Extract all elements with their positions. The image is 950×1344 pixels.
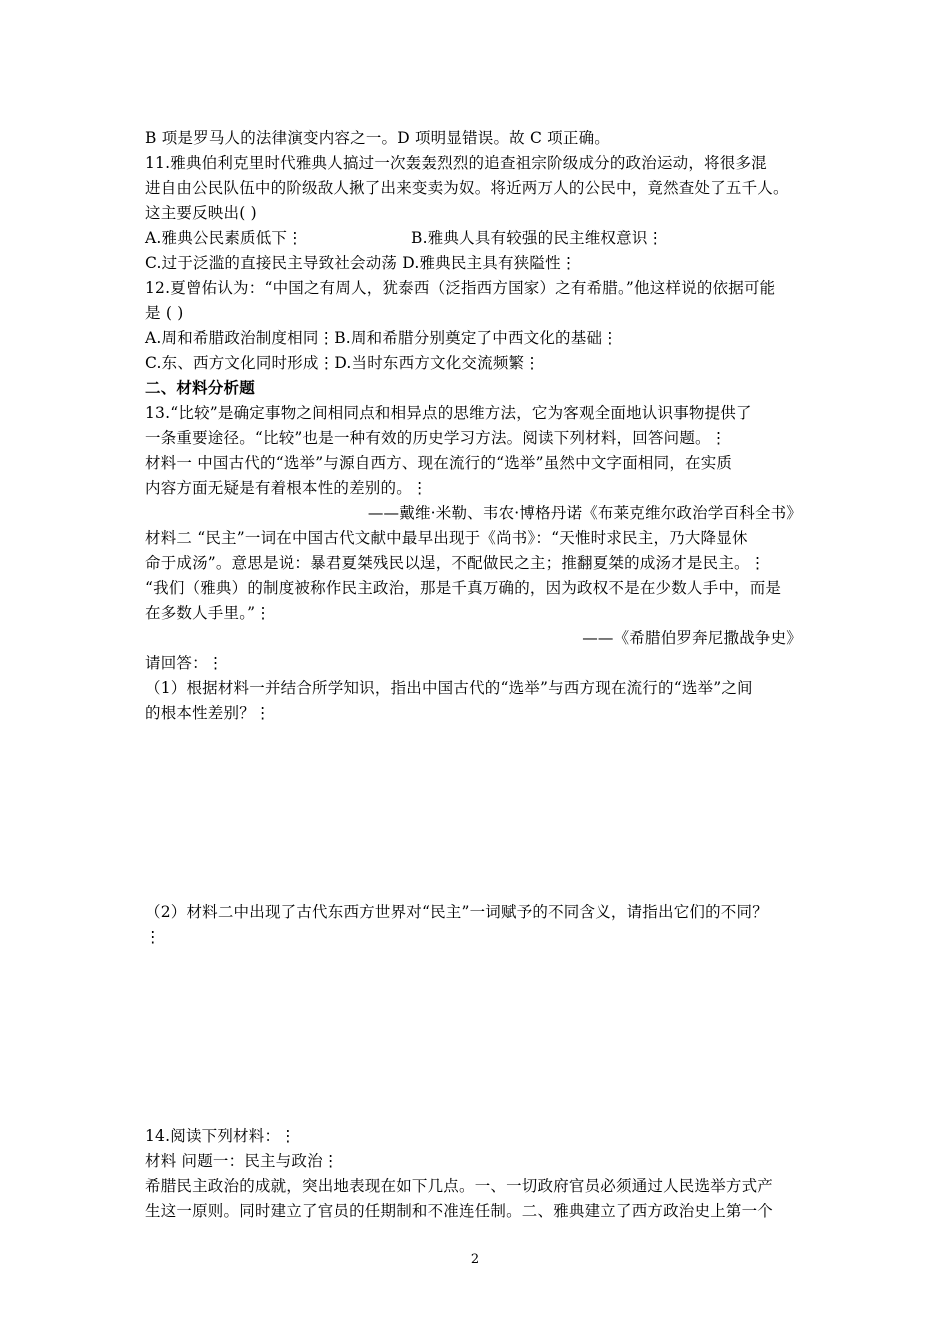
question-12-line-2: 是 ( ) bbox=[145, 304, 184, 322]
material-1-source: ——戴维·米勒、韦农·博格丹诺《布莱克维尔政治学百科全书》 bbox=[367, 504, 802, 522]
options-c-d: C.过于泛滥的直接民主导致社会动荡 D.雅典民主具有狭隘性⋮ bbox=[145, 254, 577, 272]
sub-question-2-line-1: （2）材料二中出现了古代东西方世界对“民主”一词赋予的不同含义，请指出它们的不同？ bbox=[145, 903, 768, 921]
question-14-material-title: 材料 问题一：民主与政治⋮ bbox=[145, 1152, 339, 1170]
question-14-line-1: 14.阅读下列材料：⋮ bbox=[145, 1127, 296, 1145]
material-2-source: ——《希腊伯罗奔尼撒战争史》 bbox=[582, 629, 802, 647]
question-11-line-1: 11.雅典伯利克里时代雅典人搞过一次轰轰烈烈的追查祖宗阶级成分的政治运动，将很多混 bbox=[145, 154, 767, 172]
material-1-line-2: 内容方面无疑是有着根本性的差别的。⋮ bbox=[145, 479, 428, 497]
question-11-line-3: 这主要反映出( ) bbox=[145, 204, 257, 222]
question-14-line-3: 希腊民主政治的成就，突出地表现在如下几点。一、一切政府官员必须通过人民选举方式产 bbox=[145, 1177, 774, 1195]
option-b: B.雅典人具有较强的民主维权意识⋮ bbox=[411, 229, 664, 247]
material-2-line-3: “我们（雅典）的制度被称作民主政治，那是千真万确的，因为政权不是在少数人手中，而是 bbox=[145, 579, 782, 597]
prompt-answer: 请回答：⋮ bbox=[145, 654, 224, 672]
question-13-line-2: 一条重要途径。“比较”也是一种有效的历史学习方法。阅读下列材料，回答问题。⋮ bbox=[145, 429, 727, 447]
material-2-line-4: 在多数人手里。”⋮ bbox=[145, 604, 271, 622]
option-a: A.雅典公民素质低下⋮ bbox=[145, 229, 303, 247]
sub-question-1-line-1: （1）根据材料一并结合所学知识，指出中国古代的“选举”与西方现在流行的“选举”之间 bbox=[145, 679, 753, 697]
sub-question-1-line-2: 的根本性差别？⋮ bbox=[145, 704, 271, 722]
material-2-line-1: 材料二 “民主”一词在中国古代文献中最早出现于《尚书》：“天惟时求民主，乃大降显休 bbox=[145, 529, 748, 547]
options-a-b: A.周和希腊政治制度相同⋮B.周和希腊分别奠定了中西文化的基础⋮ bbox=[145, 329, 618, 347]
question-12-line-1: 12.夏曾佑认为：“中国之有周人，犹泰西（泛指西方国家）之有希腊。”他这样说的依据可能 bbox=[145, 279, 776, 297]
page-number: 2 bbox=[470, 1252, 480, 1267]
section-heading: 二、材料分析题 bbox=[145, 378, 255, 397]
question-13-line-1: 13.“比较”是确定事物之间相同点和相异点的思维方法，它为客观全面地认识事物提供了 bbox=[145, 404, 752, 422]
sub-question-2-line-2: ⋮ bbox=[145, 928, 161, 946]
question-14-line-4: 生这一原则。同时建立了官员的任期制和不准连任制。二、雅典建立了西方政治史上第一个 bbox=[145, 1202, 774, 1220]
options-c-d: C.东、西方文化同时形成⋮D.当时东西方文化交流频繁⋮ bbox=[145, 354, 540, 372]
material-1-line-1: 材料一 中国古代的“选举”与源自西方、现在流行的“选举”虽然中文字面相同，在实质 bbox=[145, 454, 733, 472]
text-line: B 项是罗马人的法律演变内容之一。D 项明显错误。故 C 项正确。 bbox=[145, 129, 610, 147]
material-2-line-2: 命于成汤”。意思是说：暴君夏桀残民以逞，不配做民之主；推翻夏桀的成汤才是民主。⋮ bbox=[145, 554, 766, 572]
question-11-line-2: 进自由公民队伍中的阶级敌人揪了出来变卖为奴。将近两万人的公民中，竟然查处了五千人。 bbox=[145, 179, 789, 197]
